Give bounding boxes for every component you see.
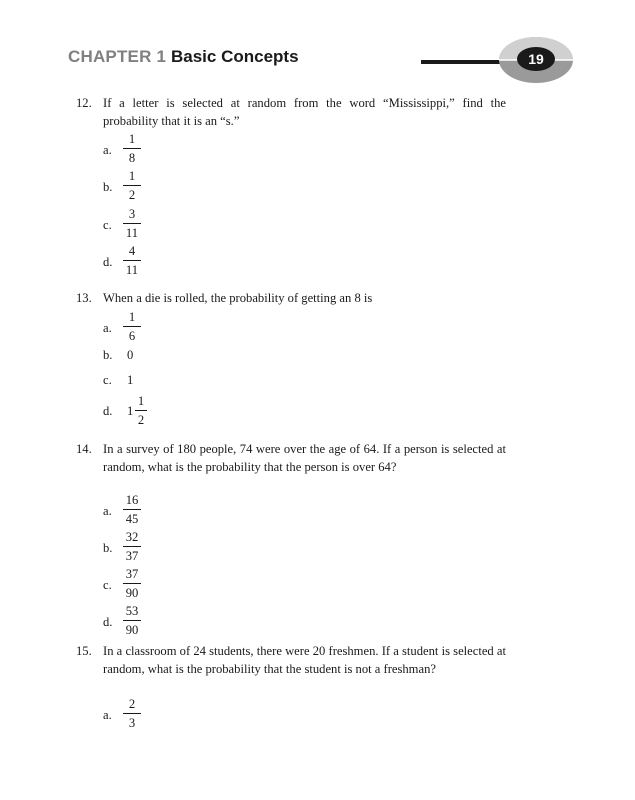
question-text: In a survey of 180 people, 74 were over the age of 64. If a person is selected at random, what is the probability that the person is over 64? bbox=[103, 442, 506, 474]
question-text: When a die is rolled, the probability of getting an 8 is bbox=[103, 291, 373, 305]
fraction: 32 37 bbox=[123, 530, 141, 563]
option-label: a. bbox=[103, 321, 112, 335]
fraction: 1 8 bbox=[123, 132, 141, 165]
question-13 bbox=[76, 289, 506, 307]
mixed-whole: 1 bbox=[127, 404, 134, 418]
option-label: b. bbox=[103, 541, 113, 555]
page-number: 19 bbox=[528, 51, 544, 67]
page-header bbox=[0, 0, 635, 90]
fraction: 16 45 bbox=[123, 493, 141, 526]
question-text: If a letter is selected at random from the word “Mississippi,” find the probability that it is an “s.” bbox=[103, 96, 506, 128]
option-label: b. bbox=[103, 348, 113, 362]
fraction: 1 2 bbox=[135, 394, 147, 427]
question-12 bbox=[76, 94, 506, 130]
question-number: 14. bbox=[76, 442, 92, 456]
question-text: In a classroom of 24 students, there were 20 freshmen. If a student is selected at random, what is the probability that the student is not a freshman? bbox=[103, 644, 506, 676]
chapter-title: Basic Concepts bbox=[171, 47, 299, 66]
option-label: c. bbox=[103, 373, 112, 387]
fraction: 1 2 bbox=[123, 169, 141, 202]
option-value: 1 bbox=[127, 373, 134, 387]
question-number: 13. bbox=[76, 291, 92, 305]
option-label: c. bbox=[103, 218, 112, 232]
question-number: 15. bbox=[76, 644, 92, 658]
option-label: a. bbox=[103, 143, 112, 157]
question-number: 12. bbox=[76, 96, 92, 110]
option-label: d. bbox=[103, 615, 113, 629]
option-label: b. bbox=[103, 180, 113, 194]
option-label: d. bbox=[103, 404, 113, 418]
option-label: a. bbox=[103, 504, 112, 518]
fraction: 1 6 bbox=[123, 310, 141, 343]
fraction: 37 90 bbox=[123, 567, 141, 600]
option-label: a. bbox=[103, 708, 112, 722]
question-14 bbox=[76, 440, 506, 476]
fraction: 2 3 bbox=[123, 697, 141, 730]
fraction: 53 90 bbox=[123, 604, 141, 637]
option-label: d. bbox=[103, 255, 113, 269]
option-value: 0 bbox=[127, 348, 134, 362]
fraction: 4 11 bbox=[123, 244, 141, 277]
fraction: 3 11 bbox=[123, 207, 141, 240]
question-15 bbox=[76, 642, 506, 678]
chapter-label: CHAPTER 1 bbox=[68, 47, 167, 66]
option-label: c. bbox=[103, 578, 112, 592]
